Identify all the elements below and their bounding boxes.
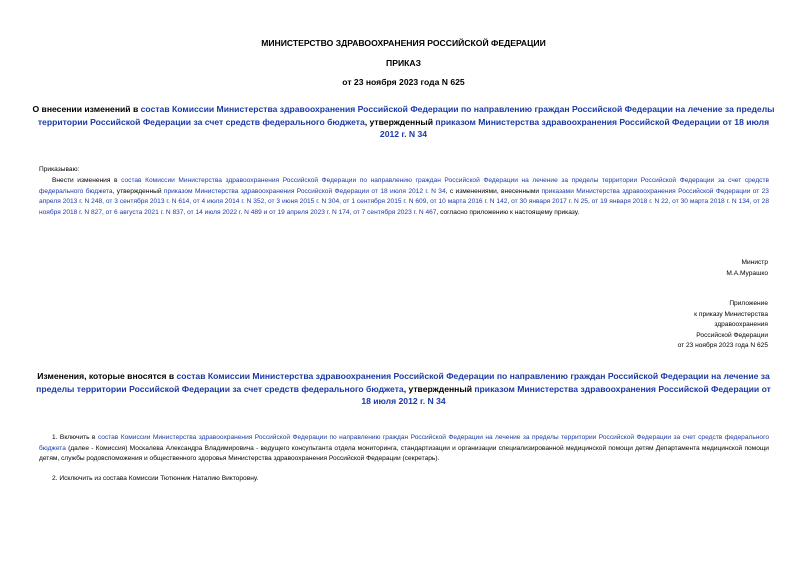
signature-block — [726, 258, 768, 279]
ministry-header: МИНИСТЕРСТВО ЗДРАВООХРАНЕНИЯ РОССИЙСКОЙ ФЕДЕРАЦИИ — [261, 38, 546, 48]
p1-middle: , утвержденный — [112, 187, 164, 195]
order-word: Приказываю: — [39, 166, 80, 173]
appendix-line: к приказу Министерства — [694, 310, 768, 318]
p1-rest: , с изменениями, внесенными — [445, 187, 542, 195]
title-middle: , утвержденный — [364, 116, 436, 127]
item-1-prefix: 1. Включить в — [52, 434, 98, 441]
appendix-line: Российской Федерации — [696, 331, 768, 339]
p1-order-link[interactable]: приказом Министерства здравоохранения Российской Федерации от 18 июля 2012 г. N 34 — [163, 187, 446, 195]
p1-composition-link[interactable]: состав Комиссии Министерства здравоохранения Российской Федерации по направлению граждан Российской Федерации на лечение за пределы территории Российской Федерации за счет средств федерального бюджета — [39, 177, 769, 195]
signature-name: М.А.Мурашко — [726, 269, 768, 277]
main-paragraph — [39, 176, 769, 218]
changes-title-composition-link[interactable]: состав Комиссии Министерства здравоохранения Российской Федерации по направлению граждан Российской Федерации на лечение за пределы территории Российской Федерации за счет средств федерального бюджета — [36, 371, 770, 394]
doc-type: ПРИКАЗ — [386, 58, 421, 68]
appendix-line: от 23 ноября 2023 года N 625 — [677, 342, 768, 349]
item-1 — [39, 433, 769, 465]
item-1-rest: (далее - Комиссия) Москалева Александра Владимировича - ведущего консультанта отдела мониторинга, стандартизации и организации специализированной медицинской помощи детям Департамента медицинской помощи детям, службы родовспоможения и общественного здоровья Министерства здравоохранения Российской Федерации (секретарь). — [39, 444, 769, 462]
title-composition-link[interactable]: состав Комиссии Министерства здравоохранения Российской Федерации по направлению граждан Российской Федерации на лечение за пределы территории Российской Федерации за счет средств федерального бюджета — [37, 104, 775, 127]
p1-end: , согласно приложению к настоящему приказу. — [436, 208, 580, 216]
item-2: 2. Исключить из состава Комиссии Тютюнник Наталию Викторовну. — [52, 475, 259, 482]
title-order-link[interactable]: приказом Министерства здравоохранения Российской Федерации от 18 июля 2012 г. N 34 — [379, 116, 770, 139]
changes-title — [35, 370, 772, 408]
changes-title-middle: , утвержденный — [403, 383, 475, 394]
appendix-block — [678, 299, 768, 352]
doc-title — [30, 103, 777, 141]
p1-prefix: Внести изменения в — [52, 177, 122, 184]
appendix-line: Приложение — [729, 300, 768, 307]
appendix-line: здравоохранения — [714, 321, 768, 328]
signature-position: Министр — [741, 259, 768, 266]
p1-orders-link[interactable]: приказами Министерства здравоохранения Российской Федерации от 23 апреля 2013 г. N 248, от 3 сентября 2013 г. N 614, от 4 июля 2014 г. N 352, от 3 июня 2015 г. N 304, от 1 сентября 2015 г. N 609, от 10 марта 2016 г. N 142, от 30 января 2017 г. N 25, от 19 января 2018 г. N 22, от 30 марта 2018 г. N 134, от 28 ноября 2018 г. N 827, от 6 августа 2021 г. N 837, от 14 июля 2022 г. N 489 и от 19 апреля 2023 г. N 174, от 7 сентября 2023 г. N 467 — [39, 187, 769, 216]
doc-date-number: от 23 ноября 2023 года N 625 — [342, 77, 465, 87]
item-1-composition-link[interactable]: состав Комиссии Министерства здравоохранения Российской Федерации по направлению граждан Российской Федерации на лечение за пределы территории Российской Федерации за счет средств федерального бюджета — [39, 434, 770, 452]
changes-title-order-link[interactable]: приказом Министерства здравоохранения Российской Федерации от 18 июля 2012 г. N 34 — [361, 383, 771, 406]
changes-title-prefix: Изменения, которые вносятся в — [37, 371, 177, 381]
title-prefix: О внесении изменений в — [32, 104, 141, 114]
